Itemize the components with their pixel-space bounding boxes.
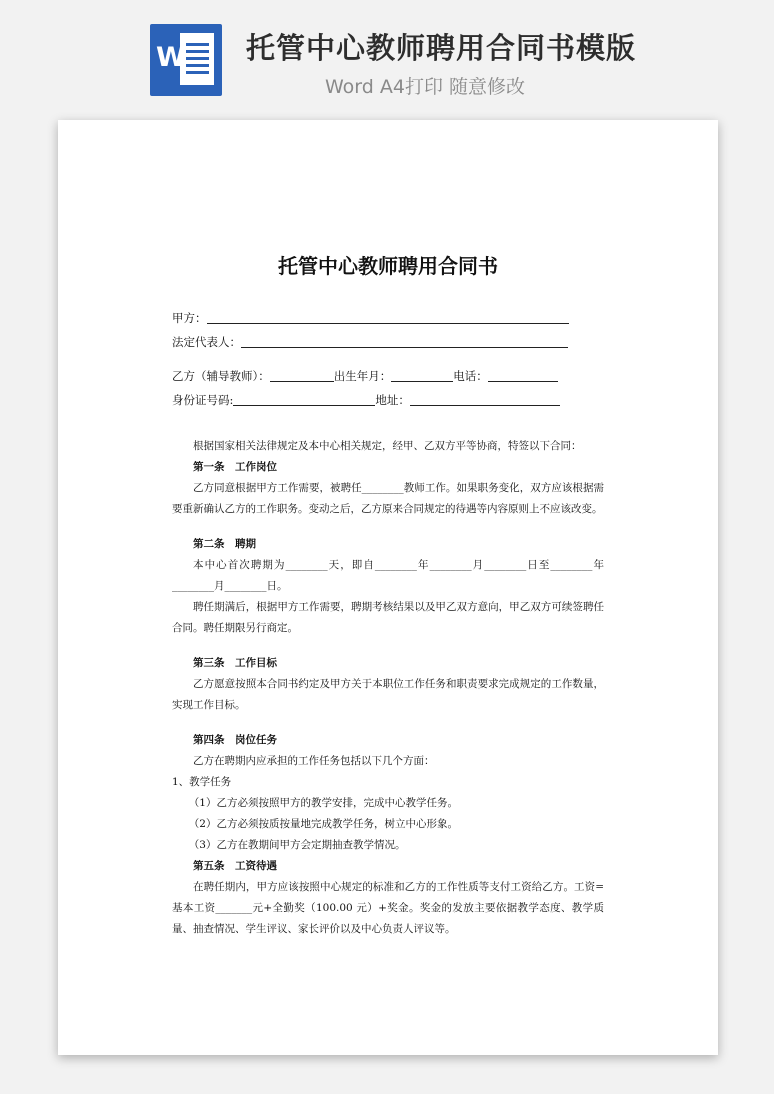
intro-paragraph: 根据国家相关法律规定及本中心相关规定，经甲、乙双方平等协商，特签以下合同： xyxy=(193,440,582,452)
article-4-paragraph: 乙方在聘期内应承担的工作任务包括以下几个方面： xyxy=(193,755,435,767)
id-label: 身份证号码: xyxy=(172,393,234,407)
party-a-blank[interactable] xyxy=(207,311,569,324)
article-3-paragraph: 乙方愿意按照本合同书约定及甲方关于本职位工作任务和职责要求完成规定的工作数量，实现工作目标。 xyxy=(172,678,604,711)
article-5-paragraph: 在聘任期内，甲方应该按照中心规定的标准和乙方的工作性质等支付工资给乙方。工资=基本工资_______元+全勤奖（100.00 元）+奖金。奖金的发放主要依据教学态度、教学质量、抽查情况、学生评议、家长评价以及中心负责人评议等。 xyxy=(172,881,604,935)
article-2-paragraph-2: 聘任期满后，根据甲方工作需要，聘期考核结果以及甲乙双方意向，甲乙双方可续签聘任合同。聘任期限另行商定。 xyxy=(172,601,604,634)
party-b-line xyxy=(172,368,572,384)
article-4-subitem-2: （2）乙方必须按质按量地完成教学任务，树立中心形象。 xyxy=(188,818,458,830)
party-b-blank[interactable] xyxy=(270,369,334,382)
legal-rep-blank[interactable] xyxy=(241,335,568,348)
header-title: 托管中心教师聘用合同书模版 xyxy=(246,31,637,65)
legal-rep-label: 法定代表人： xyxy=(172,335,241,349)
phone-blank[interactable] xyxy=(488,369,558,382)
birth-blank[interactable] xyxy=(391,369,453,382)
word-icon-letter: W xyxy=(156,42,186,73)
article-2-heading: 第二条 聘期 xyxy=(193,538,256,550)
address-blank[interactable] xyxy=(410,393,560,406)
party-b-label: 乙方（辅导教师）： xyxy=(172,369,270,383)
word-document-icon xyxy=(150,24,222,96)
phone-label: 电话： xyxy=(453,369,488,383)
party-a-label: 甲方： xyxy=(172,311,207,325)
watermark xyxy=(113,477,142,509)
article-1-heading: 第一条 工作岗位 xyxy=(193,461,277,473)
document-page xyxy=(58,120,718,1055)
article-3-heading: 第三条 工作目标 xyxy=(193,657,277,669)
id-blank[interactable] xyxy=(233,393,375,406)
article-4-subitem-1: （1）乙方必须按照甲方的教学安排，完成中心教学任务。 xyxy=(188,797,458,809)
article-4-subitem-3: （3）乙方在教期间甲方会定期抽查教学情况。 xyxy=(188,839,406,851)
article-5-heading: 第五条 工资待遇 xyxy=(193,860,277,872)
contract-body xyxy=(172,436,604,940)
article-1-paragraph: 乙方同意根据甲方工作需要，被聘任________教师工作。如果职务变化，双方应该根据需要重新确认乙方的工作职务。变动之后，乙方原来合同规定的待遇等内容原则上不应该改变。 xyxy=(172,482,604,515)
id-line xyxy=(172,392,572,408)
article-4-item: 1、教学任务 xyxy=(172,776,232,788)
party-a-line xyxy=(172,310,572,326)
article-2-paragraph-1: 本中心首次聘期为________天，即自________年________月________日至________年________月________日。 xyxy=(172,559,604,592)
birth-label: 出生年月： xyxy=(333,369,392,383)
document-title: 托管中心教师聘用合同书 xyxy=(278,254,498,278)
article-4-heading: 第四条 岗位任务 xyxy=(193,734,277,746)
page-header xyxy=(0,0,774,110)
address-label: 地址： xyxy=(375,393,410,407)
header-subtitle: Word A4打印 随意修改 xyxy=(325,76,526,98)
legal-rep-line xyxy=(172,334,572,350)
